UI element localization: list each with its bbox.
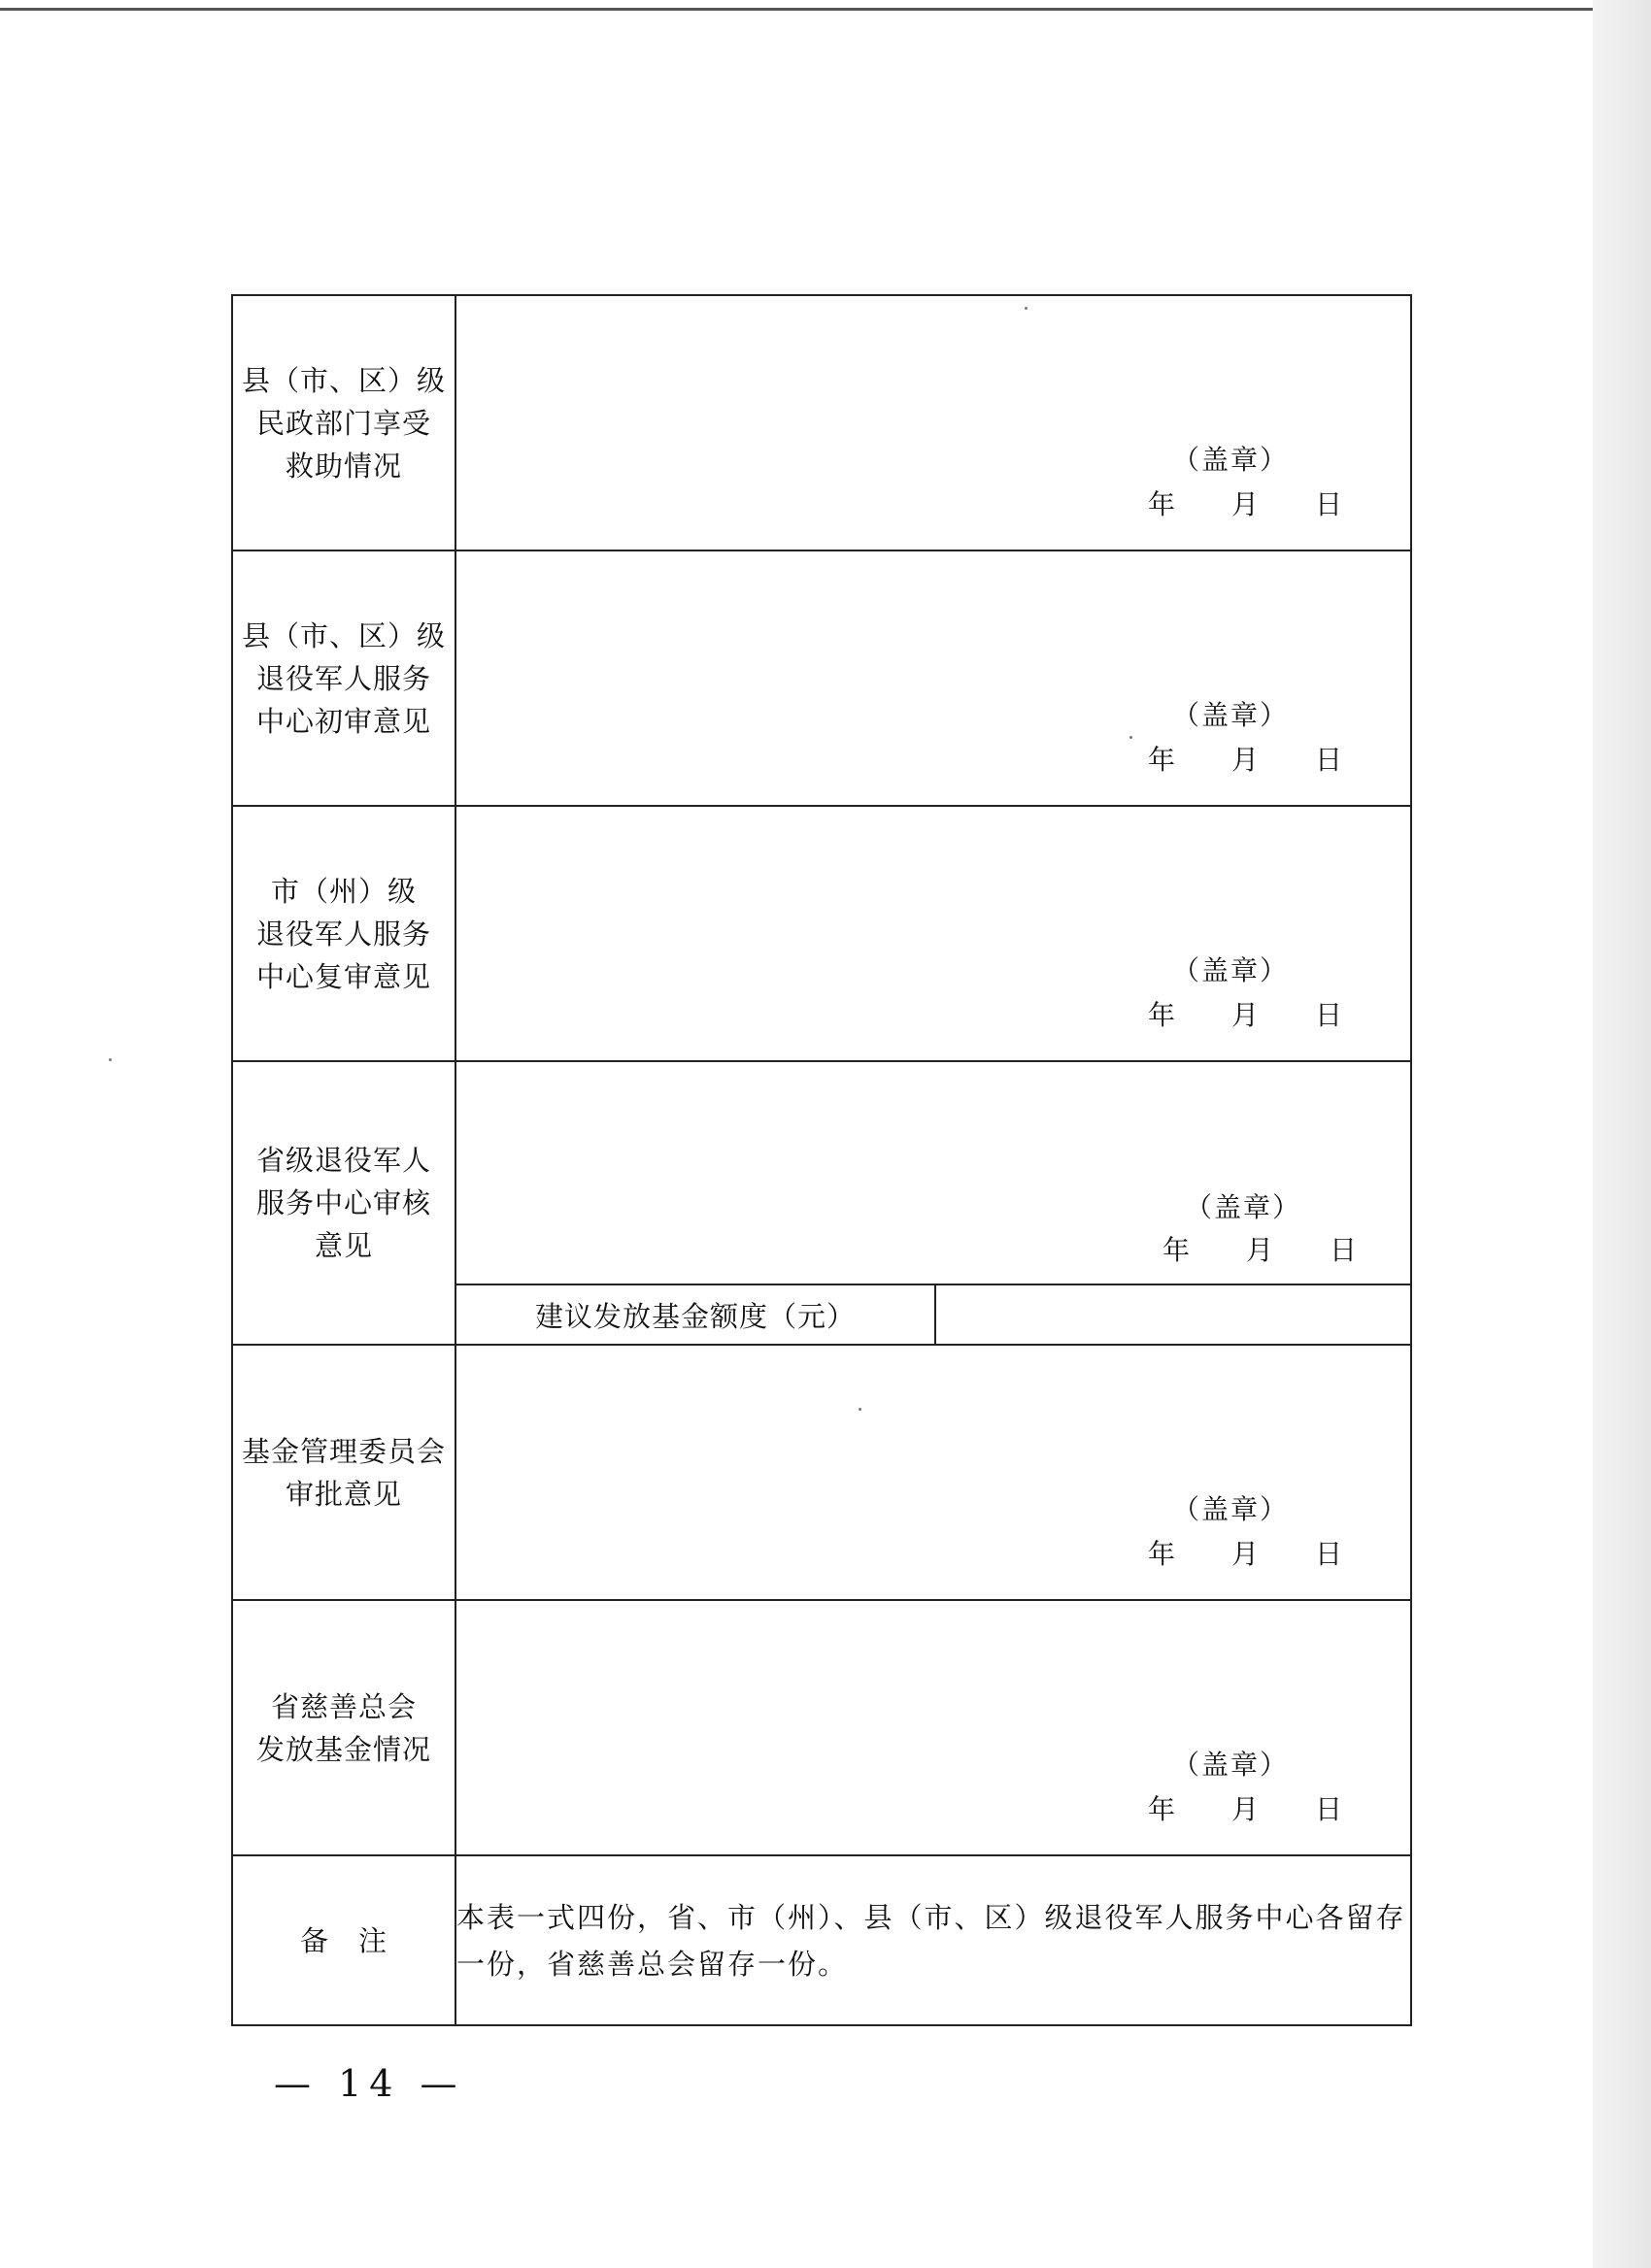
label-line: 基金管理委员会 <box>241 1434 446 1468</box>
label-line: 中心复审意见 <box>255 959 431 993</box>
date-day: 日 <box>1314 1538 1342 1570</box>
form-row-charity-disbursement <box>232 1600 1411 1855</box>
row-label <box>232 1600 455 1855</box>
date-month: 月 <box>1230 744 1259 776</box>
suggested-amount-label: 建议发放基金额度（元） <box>456 1285 936 1344</box>
remarks-text: 本表一式四份，省、市（州）、县（市、区）级退役军人服务中心各留存一份，省慈善总会留存一份。 <box>455 1855 1411 2025</box>
date-line <box>1148 994 1342 1033</box>
date-year: 年 <box>1147 488 1175 520</box>
approval-form-table <box>231 294 1412 2026</box>
opinion-field[interactable] <box>455 806 1411 1061</box>
opinion-field[interactable] <box>456 1062 1410 1285</box>
date-year: 年 <box>1147 1793 1175 1825</box>
date-day: 日 <box>1314 488 1342 520</box>
date-line <box>1148 739 1342 778</box>
form-row-province-audit <box>232 1061 1411 1345</box>
row-label <box>232 550 455 806</box>
date-line <box>1148 1788 1342 1827</box>
label-line: 意见 <box>314 1229 373 1262</box>
label-line: 退役军人服务 <box>255 917 431 951</box>
form-row-county-civil-affairs <box>232 295 1411 550</box>
row-label <box>232 1061 455 1345</box>
opinion-field[interactable] <box>455 1600 1411 1855</box>
date-day: 日 <box>1314 999 1342 1031</box>
amount-row <box>456 1284 1410 1344</box>
date-year: 年 <box>1147 1538 1175 1570</box>
seal-placeholder: （盖章） <box>1171 1493 1289 1525</box>
date-month: 月 <box>1230 1538 1259 1570</box>
label-line: 服务中心审核 <box>255 1186 431 1219</box>
date-day: 日 <box>1314 1793 1342 1825</box>
form-row-county-preliminary-review <box>232 550 1411 806</box>
date-line <box>1148 484 1342 522</box>
scan-page-edge <box>1593 0 1651 2268</box>
form-row-fund-committee-approval <box>232 1345 1411 1600</box>
date-month: 月 <box>1230 488 1259 520</box>
date-day: 日 <box>1314 744 1342 776</box>
date-day: 日 <box>1329 1234 1357 1266</box>
label-line: 民政部门享受 <box>255 406 431 440</box>
suggested-amount-field[interactable] <box>936 1285 1410 1344</box>
form-row-remarks <box>232 1855 1411 2025</box>
seal-placeholder: （盖章） <box>1171 699 1289 731</box>
date-month: 月 <box>1230 1793 1259 1825</box>
date-year: 年 <box>1147 999 1175 1031</box>
label-line: 审批意见 <box>285 1477 402 1511</box>
date-line <box>1162 1229 1357 1268</box>
date-year: 年 <box>1147 744 1175 776</box>
label-line: 发放基金情况 <box>255 1732 431 1766</box>
date-month: 月 <box>1230 999 1259 1031</box>
label-line: 救助情况 <box>285 449 402 483</box>
label-line: 县（市、区）级 <box>241 363 446 397</box>
date-month: 月 <box>1245 1234 1273 1266</box>
row-label <box>232 295 455 550</box>
label-line: 省级退役军人 <box>255 1144 431 1177</box>
seal-placeholder: （盖章） <box>1171 954 1289 986</box>
row-label <box>232 806 455 1061</box>
label-line: 退役军人服务 <box>255 661 431 695</box>
label-line: 省慈善总会 <box>270 1689 417 1723</box>
form-row-city-second-review <box>232 806 1411 1061</box>
page-number: — 14 — <box>274 2062 465 2105</box>
audit-cell <box>455 1061 1411 1345</box>
date-line <box>1148 1533 1342 1572</box>
opinion-field[interactable] <box>455 550 1411 806</box>
seal-placeholder: （盖章） <box>1171 1749 1289 1781</box>
label-line: 中心初审意见 <box>255 704 431 738</box>
seal-placeholder: （盖章） <box>1171 444 1289 476</box>
opinion-field[interactable] <box>455 295 1411 550</box>
remarks-label: 备 注 <box>232 1855 455 2025</box>
date-year: 年 <box>1162 1234 1190 1266</box>
row-label <box>232 1345 455 1600</box>
opinion-field[interactable] <box>455 1345 1411 1600</box>
scan-speck <box>109 1058 112 1061</box>
seal-placeholder: （盖章） <box>1184 1191 1301 1223</box>
label-line: 市（州）级 <box>270 874 417 908</box>
label-line: 县（市、区）级 <box>241 618 446 652</box>
scan-top-border <box>0 8 1593 11</box>
